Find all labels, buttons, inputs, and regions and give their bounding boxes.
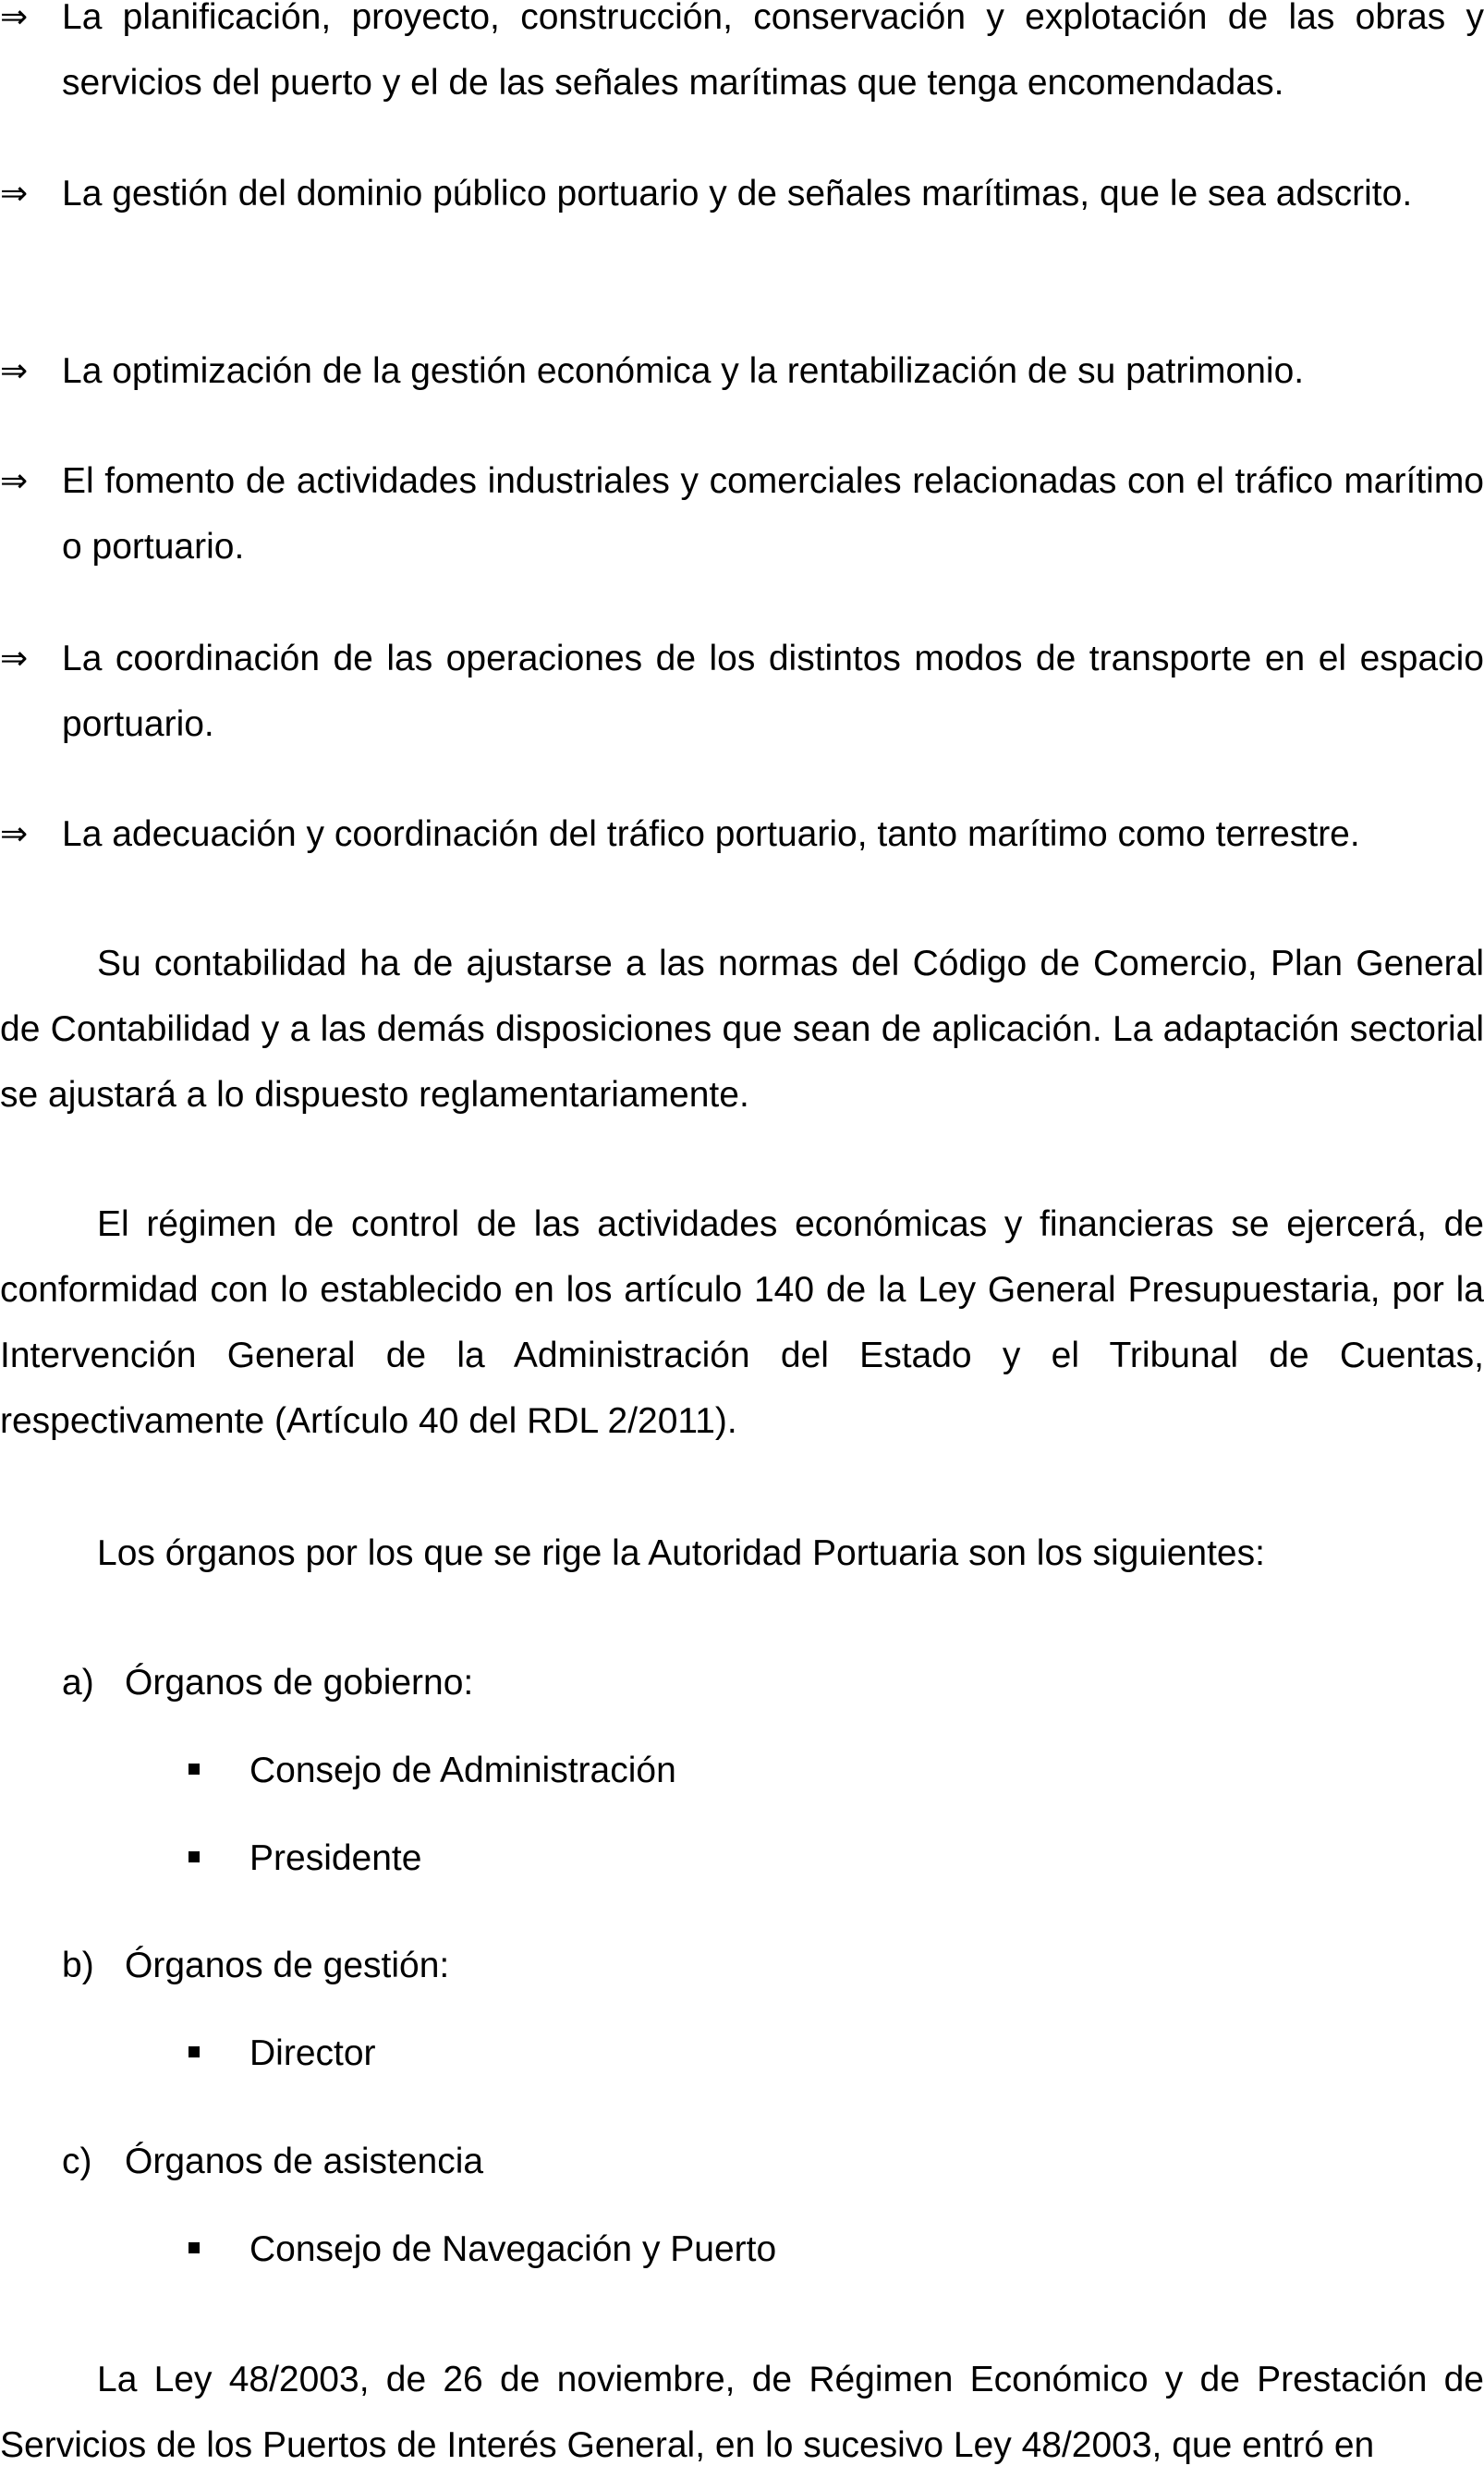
control-paragraph: El régimen de control de las actividades económicas y financieras se ejercerá, de conformidad con lo establecido en los artículo 140 de la Ley General Presupuestaria, por la Intervención General de la Administración del Estado y el Tribunal de Cuentas, respectivamente (Artículo 40 del RDL 2/2011). (0, 1204, 1484, 1441)
organs-intro-paragraph: Los órganos por los que se rige la Autoridad Portuaria son los siguientes: (97, 1533, 1265, 1573)
organ-list-item (189, 2216, 776, 2282)
organ-group-label: Órganos de gobierno: (125, 1663, 474, 1703)
double-arrow-icon: ⇒ (0, 0, 29, 36)
function-item (0, 801, 1484, 867)
organ-group-label: Órganos de gestión: (125, 1946, 450, 1985)
organ-name: Director (249, 2033, 376, 2073)
function-text: La gestión del dominio público portuario y de señales marítimas, que le sea adscrito. (62, 174, 1413, 214)
function-item (0, 161, 1484, 226)
function-text: La adecuación y coordinación del tráfico portuario, tanto marítimo como terrestre. (62, 814, 1360, 854)
list-marker: a) (62, 1663, 94, 1703)
organ-group-heading (62, 2129, 483, 2194)
square-bullet-icon (189, 1851, 200, 1862)
organ-group-heading (62, 1933, 449, 1998)
square-bullet-icon (189, 1764, 200, 1775)
double-arrow-icon: ⇒ (0, 352, 29, 390)
function-item (0, 0, 1484, 116)
organ-name: Consejo de Administración (249, 1751, 676, 1790)
organ-name: Consejo de Navegación y Puerto (249, 2229, 777, 2269)
organ-group-label: Órganos de asistencia (125, 2142, 484, 2181)
function-item (0, 448, 1484, 580)
law-paragraph: La Ley 48/2003, de 26 de noviembre, de Régimen Económico y de Prestación de Servicios de los Puertos de Interés General, en lo sucesivo Ley 48/2003, que entró en (0, 2360, 1484, 2465)
organ-group-heading (62, 1650, 473, 1715)
double-arrow-icon: ⇒ (0, 462, 29, 500)
function-text: La planificación, proyecto, construcción, conservación y explotación de las obras y servicios del puerto y el de las señales marítimas que tenga encomendadas. (62, 0, 1484, 103)
function-item (0, 626, 1484, 757)
square-bullet-icon (189, 2046, 200, 2057)
organ-name: Presidente (249, 1838, 422, 1878)
organ-list-item (189, 1738, 676, 1803)
function-text: La optimización de la gestión económica y la rentabilización de su patrimonio. (62, 351, 1305, 391)
organ-list-item (189, 2020, 376, 2086)
double-arrow-icon: ⇒ (0, 175, 29, 213)
function-text: La coordinación de las operaciones de los distintos modos de transporte en el espacio portuario. (62, 639, 1484, 744)
function-item (0, 338, 1484, 404)
organ-list-item (189, 1825, 421, 1891)
accounting-paragraph: Su contabilidad ha de ajustarse a las normas del Código de Comercio, Plan General de Contabilidad y a las demás disposiciones que sean de aplicación. La adaptación sectorial se ajustará a lo dispuesto reglamentariamente. (0, 944, 1484, 1115)
function-text: El fomento de actividades industriales y comerciales relacionadas con el tráfico marítimo o portuario. (62, 461, 1484, 567)
double-arrow-icon: ⇒ (0, 640, 29, 677)
list-marker: b) (62, 1946, 94, 1985)
double-arrow-icon: ⇒ (0, 815, 29, 853)
list-marker: c) (62, 2142, 92, 2181)
square-bullet-icon (189, 2242, 200, 2253)
